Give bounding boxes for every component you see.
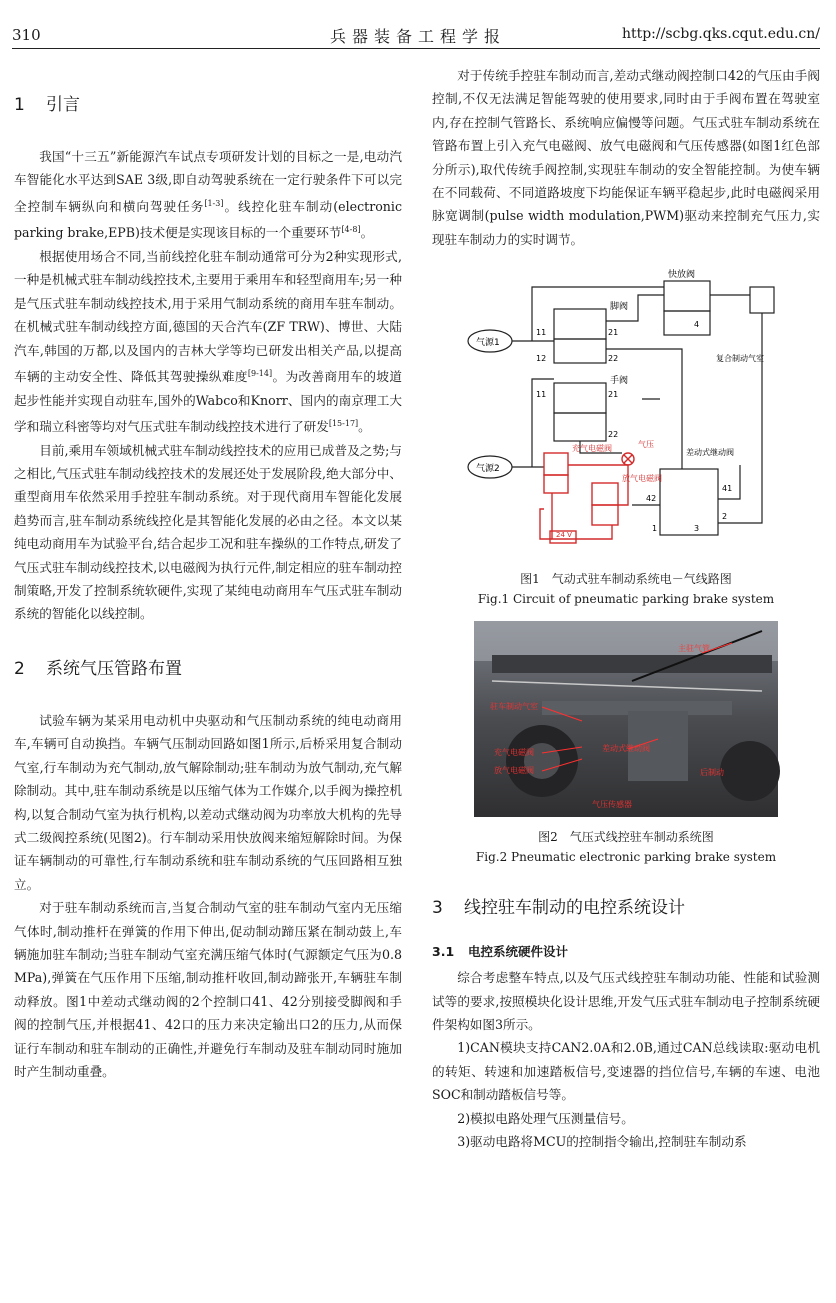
label-air-source-1: 气源1 (476, 338, 500, 349)
section-1-heading (14, 90, 402, 115)
figure-2-caption-en: Fig.2 Pneumatic electronic parking brake system (475, 850, 777, 865)
paragraph: 对于驻车制动系统而言,当复合制动气室的驻车制动气室内无压缩气体时,制动推杆在弹簧的作用下伸出,促动制动蹄压紧在制动鼓上,车辆施加驻车制动;当驻车制动气室充满压缩气体时(气源额定气压为0.8 MPa),弹簧在气压作用下压缩,制动推杆收回,制动蹄张开,车辆驻车制动释放。图1中差动式继动阀的2个控制口41、42分别接受脚阀和手阀的控制气压,并根据41、42口的压力来决定输出口2的压力,从而保证行车制动和驻车制动的正确性,并避免行车制动及驻车制动同时施加时产生制动重叠。 (14, 900, 402, 1079)
label-quick-release-valve: 快放阀 (668, 270, 696, 281)
text: 。线控化驻车制动(electronic parking brake,EPB)技术便是实现该目标的一个重要环节 (14, 199, 402, 241)
photo-label-e: 差动式继动阀 (602, 744, 650, 754)
label-port-22b: 22 (608, 430, 619, 440)
paragraph (14, 145, 402, 245)
paragraph: 试验车辆为某采用电动机中央驱动和气压制动系统的纯电动商用车,车辆可自动换挡。车辆气压制动回路如图1所示,后桥采用复合制动气室,行车制动为充气制动,放气解除制动;驻车制动为放气制动,充气解除制动。其中,驻车制动系统是以压缩气体为工作媒介,以手阀为操控机构,以复合制动气室为执行机构,以差动式继动阀为功率放大机构的先导式二级阀控系统(见图2)。行车制动采用快放阀来缩短解除时间。为保证车辆制动的可靠性,行车制动系统和驻车制动系统的气压回路相互独立。 (14, 712, 402, 892)
figure-2-caption-cn: 图2 气压式线控驻车制动系统图 (538, 830, 714, 845)
label-relay-valve: 差动式继动阀 (686, 448, 734, 458)
list-item: 2)模拟电路处理气压测量信号。 (457, 1110, 634, 1126)
label-port-1: 1 (652, 524, 658, 534)
vehicle-photo (432, 621, 820, 817)
label-voltage: 24 V (556, 531, 572, 540)
journal-url: http://scbg.qks.cqut.edu.cn/ (621, 26, 820, 42)
section-number: 2 (14, 658, 25, 679)
page-header (0, 0, 836, 46)
figure-2 (432, 621, 820, 821)
citation: [4-8] (341, 225, 361, 235)
section-title: 线控驻车制动的电控系统设计 (464, 898, 685, 919)
list-item: 3)驱动电路将MCU的控制指令输出,控制驻车制动系 (457, 1134, 747, 1150)
photo-label-d: 放气电磁阀 (494, 766, 534, 776)
journal-title: 兵器装备工程学报 (329, 27, 506, 46)
label-port-22a: 22 (608, 354, 619, 364)
photo-label-g: 气压传感器 (592, 800, 632, 810)
subsection-3-1-heading (432, 942, 820, 960)
citation: [15-17] (328, 419, 359, 429)
pneumatic-circuit-diagram (432, 269, 820, 559)
label-port-42: 42 (646, 494, 657, 504)
label-air-source-2: 气源2 (476, 464, 500, 475)
paragraph: 对于传统手控驻车制动而言,差动式继动阀控制口42的气压由手阀控制,不仅无法满足智能驾驶的使用要求,同时由于手阀布置在驾驶室内,存在控制气管路长、系统响应偏慢等问题。气压式驻车制动系统在管路布置上引入充气电磁阀、放气电磁阀和气压传感器(如图1红色部分所示),取代传统手阀控制,实现驻车制动的安全智能控制。为使车辆在不同载荷、不同道路坡度下均能保证车辆平稳起步,此时电磁阀采用脉宽调制(pulse width modulation,PWM)驱动来控制充气压力,实现驻车制动力的实时调节。 (432, 68, 820, 247)
label-port-2: 2 (722, 512, 728, 522)
label-port-11b: 11 (536, 390, 547, 400)
label-port-4: 4 (694, 320, 700, 330)
photo-label-c: 充气电磁阀 (494, 748, 534, 758)
section-3-heading (432, 893, 820, 918)
section-number: 3 (432, 898, 443, 919)
paragraph (14, 245, 402, 439)
section-title: 系统气压管路布置 (46, 658, 182, 679)
label-combined-chamber: 复合制动气室 (716, 354, 764, 364)
label-foot-valve: 脚阀 (610, 302, 629, 313)
photo-label-b: 驻车制动气室 (490, 702, 538, 712)
label-charge-valve: 充气电磁阀 (572, 444, 612, 454)
label-port-21b: 21 (608, 390, 619, 400)
figure-1-caption-cn: 图1 气动式驻车制动系统电－气线路图 (520, 572, 732, 587)
subsection-title: 电控系统硬件设计 (468, 944, 569, 960)
section-2-heading (14, 654, 402, 679)
citation: [9-14] (247, 369, 273, 379)
paragraph: 综合考虑整车特点,以及气压式线控驻车制动功能、性能和试验测试等的要求,按照模块化设计思维,开发气压式驻车制动电子控制系统硬件架构如图3所示。 (432, 970, 820, 1033)
text: 。 (358, 419, 371, 435)
text: 。为改善商用车的坡道起步性能并实现自动驻车,国外的Wabco和Knorr、国内的南京理工大学和瑞立科密等均对气压式驻车制动线控技术进行了研发 (14, 369, 402, 435)
page-number: 310 (12, 26, 41, 44)
list-item: 1)CAN模块支持CAN2.0A和2.0B,通过CAN总线读取:驱动电机的转矩、转速和加速踏板信号,变速器的挡位信号,车辆的车速、电池SOC和制动踏板信号等。 (432, 1040, 820, 1103)
figure-1-caption-en: Fig.1 Circuit of pneumatic parking brake system (477, 592, 775, 607)
citation: [1-3] (204, 198, 224, 208)
photo-label-a: 主驻气管 (678, 644, 710, 654)
label-exhaust-valve: 放气电磁阀 (622, 474, 662, 484)
text: 。 (360, 225, 374, 241)
label-port-41: 41 (722, 484, 733, 494)
label-port-21a: 21 (608, 328, 619, 338)
section-title: 引言 (46, 95, 80, 115)
subsection-number: 3.1 (432, 944, 455, 960)
right-column (432, 64, 820, 1154)
label-port-12a: 12 (536, 354, 547, 364)
text: 根据使用场合不同,当前线控化驻车制动通常可分为2种实现形式,一种是机械式驻车制动线控技术,主要用于乘用车和轻型商用车;另一种是气压式驻车制动线控技术,用于采用气制动系统的商用车驻车制动。在机械式驻车制动线控方面,德国的天合汽车(ZF TRW)、博世、大陆汽车,韩国的万都,以及国内的吉林大学等均已研发出相关产品,以提高车辆的主动安全性、降低其驾驶操纵难度 (14, 249, 402, 385)
header-rule (12, 48, 820, 49)
label-pressure: 气压 (638, 440, 654, 450)
label-port-3: 3 (694, 524, 700, 534)
label-port-11a: 11 (536, 328, 547, 338)
left-column (14, 64, 402, 1083)
figure-1 (432, 269, 820, 563)
text: 我国“十三五”新能源汽车试点专项研发计划的目标之一是,电动汽车智能化水平达到SAE 3级,即自动驾驶系统在一定行驶条件下可以完全控制车辆纵向和横向驾驶任务 (14, 149, 402, 214)
paragraph: 目前,乘用车领域机械式驻车制动线控技术的应用已成普及之势;与之相比,气压式驻车制动线控技术的发展还处于发展阶段,绝大部分中、重型商用车依然采用手控驻车制动系统。对于现代商用车智能化发展趋势而言,驻车制动系统线控化是其智能化发展的必由之径。本文以某纯电动商用车为试验平台,结合起步工况和驻车操纵的工作特点,研发了气压式驻车制动线控技术,以电磁阀为执行元件,制定相应的驻车制动控制策略,开发了控制系统软硬件,实现了某纯电动商用车气压式驻车制动系统的智能化以线控制。 (14, 442, 402, 622)
label-hand-valve: 手阀 (610, 376, 629, 387)
section-number: 1 (14, 95, 25, 115)
photo-label-f: 后制动 (700, 768, 724, 778)
